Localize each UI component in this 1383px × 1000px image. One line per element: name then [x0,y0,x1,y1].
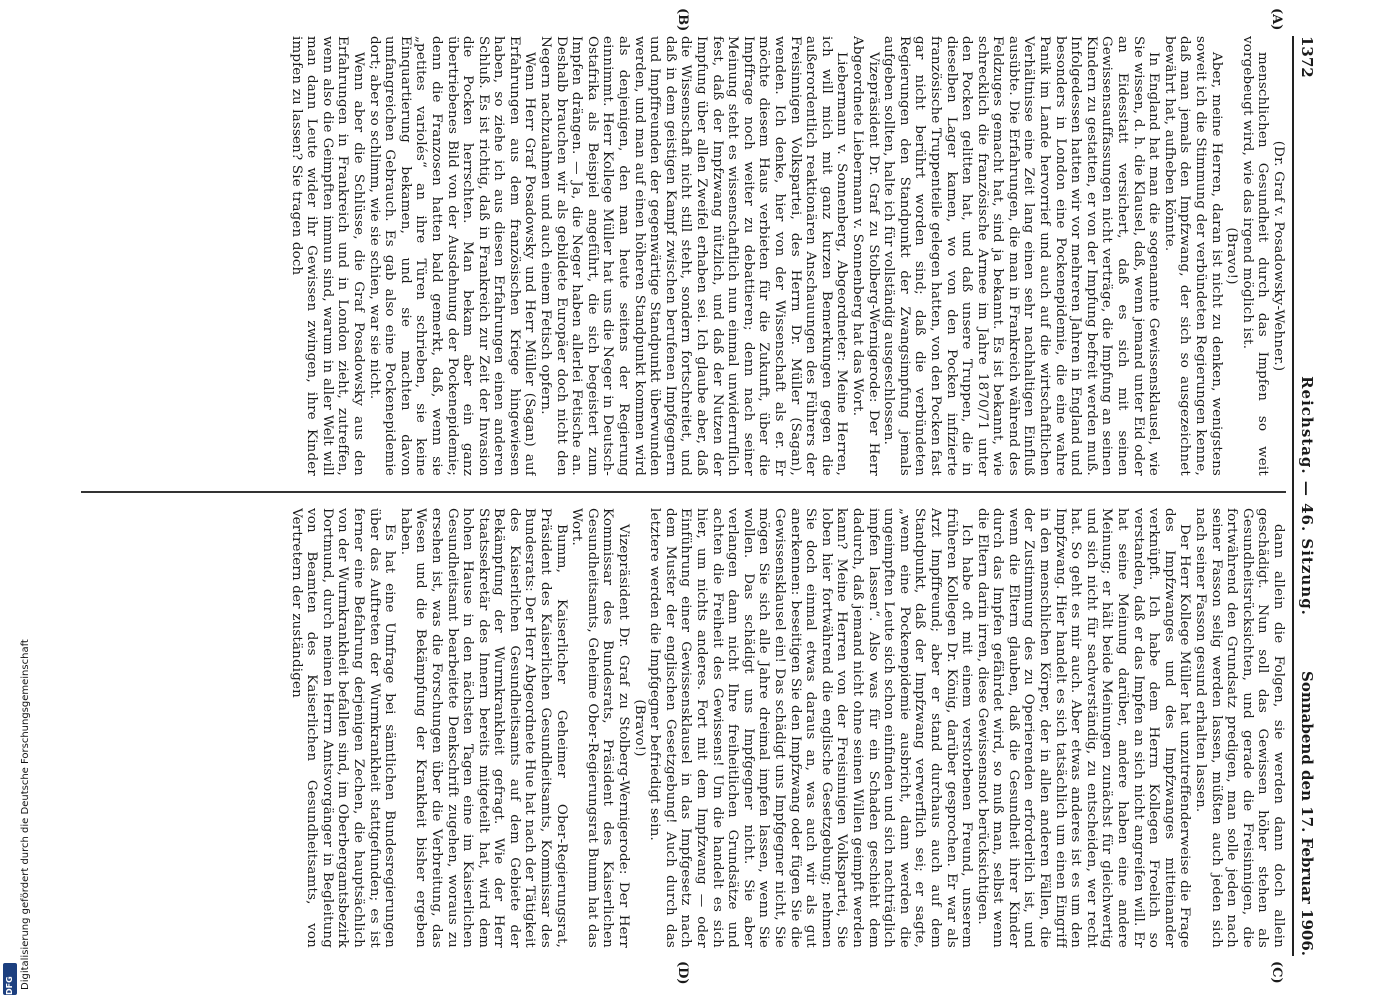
margin-marker-d: (D) [675,961,690,985]
speaker-reference: (Dr. Graf v. Posadowsky-Wehner.) [1271,140,1286,372]
page-rotated [75,8,1320,985]
paragraph: Vizepräsident Dr. Graf zu Stolberg-Wernigerode: Der Herr Abgeordnete Liebermann v. Sonnenberg hat das Wort. [849,36,881,476]
paragraph: menschlichen Gesundheit durch das Impfen so weit vorgebeugt wird, wie das irgend möglich ist. [1239,36,1271,476]
interjection: (Bravo!) [1224,227,1240,285]
paragraph: Bumm, Kaiserlicher Geheimer Ober-Regierungsrat, Präsident des Kaiserlichen Gesundheitsamts, Kommissar des Bundesrats: Der Herr Abgeordnete Hue hat nach der Tätigkeit des Kaiserlichen Gesundheitsamts auf dem Gebiete der Bekämpfung der Wurmkrankheit gefragt. Wie der Herr Staatssekretär des Innern bereits mitgeteilt hat, wird dem hohen Hause in den nächsten Tagen eine im Kaiserlichen Gesundheitsamt bearbeitete Denkschrift zugehen, woraus zu ersehen ist, was die Forschungen über die Verbreitung, das Wesen und die Bekämpfung der Krankheit bisher ergeben haben. [397,508,569,948]
paragraph: Ich habe oft mit einem verstorbenen Freund, unserem früheren Kollegen Dr. König, darüber gesprochen. Er war als Arzt Impffreund; aber er stand durchaus auch auf dem Standpunkt, daß der Impfzwang verwerflich sei; er sagte, „wenn eine Pockenepidemie ausbricht, dann werden die ungeimpften Leute sich schon einfinden und sich nachträglich impfen lassen“. Also was für ein Schaden geschieht dem dadurch, daß jemand nicht ohne seinen Willen geimpft werden kann? Meine Herren von der Freisinnigen Volkspartei, Sie loben hier fortwährend die englische Gesetzgebung; nehmen Sie doch einmal etwas daraus an, was auch wir als gut anerkennen: beseitigen Sie den Impfzwang oder fügen Sie die Gewissensklausel ein! Das schädigt uns Impfgegner nicht, Sie mögen Sie sich alle Jahre dreimal impfen lassen, wenn Sie wollen. Das schädigt uns Impfgegner nicht. Sie aber verlangen dann nicht Ihre freiheitlichen Grundsätze und achten die Freiheit des Gewissens! Um die handelt es sich hier, um nichts anderes. Fort mit dem Impfzwang — oder Einführung einer Gewissensklausel in das Impfgesetz nach dem Muster der englischen Gesetzgebung! Auch durch das letztere werden die Impfgegner befriedigt sein. [647,508,975,948]
paragraph: Vizepräsident Dr. Graf zu Stolberg-Wernigerode: Der Herr Kommissar des Bundesrats, Präsident des Kaiserlichen Gesundheitsamts, Geheime Ober-Regierungsrat Bumm hat das Wort. [569,508,632,948]
left-column [81,36,1286,476]
paragraph: dann allein die Folgen, sie werden dann doch allein geschädigt. Nun soll das Gewissen höher stehen als Gesundheitsrücksichten, und gerade die Freisinnigen, die fortwährend den Grundsatz predigen, man solle jeden nach seiner Fasson selig werden lassen, müßten auch jeden sich nach seiner Fasson gesund erhalten lassen. [1193,508,1286,948]
margin-marker-c: (C) [1269,961,1284,984]
paragraph: Wenn Herr Graf Posadowsky und Herr Müller (Sagan) auf Erfahrungen aus dem französischen Kriege hingewiesen haben, so ziehe ich aus diesen Erfahrungen einen anderen Schluß. Es ist richtig, daß in Frankreich zur Zeit der Invasion die Pocken herrschten. Man bekam aber ein ganz übertriebenes Bild von der Ausdehnung der Pockenepidemie; denn die Franzosen hatten bald gemerkt, daß, wenn sie „petites variolés“ an ihre Türen schrieben, sie keine Einquartierung bekamen, und sie machten davon umfangreichen Gebrauch. Es gab also eine Pockenepidemie dort; aber so schlimm, wie sie schien, war sie nicht. [366,36,538,476]
margin-marker-a: (A) [1269,8,1284,31]
header-date: Sonnabend den 17. Februar 1906. [1298,671,1316,956]
funding-note: Digitalisierung gefördert durch die Deutsche Forschungsgemeinschaft [20,639,31,990]
dfg-logo-text: DFG [5,976,14,995]
margin-marker-b: (B) [675,8,690,32]
paragraph: Aber, meine Herren, daran ist nicht zu denken, wenigstens soweit ich die Stimmung der verbündeten Regierungen kenne, daß man jemals den Impfzwang, der sich so ausgezeichnet bewährt hat, aufheben könnte. [1161,36,1224,476]
dfg-logo [3,963,17,995]
paragraph: In England hat man die sogenannte Gewissensklausel, wie Sie wissen, d. h. die Klausel, daß, wenn jemand unter Eid oder an Eidesstatt versichert, daß es sich mit seinen Gewissensauffassungen nicht verträge, die Impfung an seinen Kindern zu gestatten, er von der Impfung befreit werden muß. Infolgedessen hatten wir vor mehreren Jahren in England und besonders in London eine Pockenepidemie, die eine wahre Panik im Lande hervorrief und auch auf die wirtschaftlichen Verhältnisse eine Zeit lang einen sehr nachhaltigen Einfluß ausübte. Die Erfahrungen, die man in Frankreich während des Feldzuges gemacht hat, sind ja bekannt. Es ist bekannt, wie schrecklich die französische Armee im Jahre 1870/71 unter den Pocken gelitten hat, und daß unsere Truppen, die in dieselben Lager kamen, wo von den Pocken infizierte französische Truppenteile gelegen hatten, von den Pocken fast gar nicht berührt worden sind; daß die verbündeten Regierungen den Standpunkt der Zwangsimpfung jemals aufgeben sollten, halte ich für vollständig ausgeschlossen. [881,36,1162,476]
column-divider [81,491,1286,493]
paragraph: Der Herr Kollege Müller hat unzutreffenderweise die Frage des Impfzwanges und des Impfzwanges mitteinander verknüpft. Ich habe dem Herrn Kollegen Froelich so verstanden, daß er das Impfen an sich nicht angreifen will. Er hat seine Meinung darüber, andere haben eine andere Meinung; er hält beide Meinungen zunächst für gleichwertig und sich nicht für sachverständig, zu entscheiden, wer recht hat. So geht es mir auch. Aber etwas anderes ist es um den Impfzwang. Hier handelt es sich tatsächlich um einen Eingriff in den menschlichen Körper, der in allen anderen Fällen, die der Zustimmung des zu Operierenden erforderlich ist, und wenn die Eltern glauben, daß die Gesundheit ihrer Kinder durch das Impfen gefährdet wird, so muß man, selbst wenn die Eltern darin irren, diese Gewissensnot berücksichtigen. [974,508,1193,948]
right-column [81,508,1286,948]
header-rule [1292,36,1294,956]
page-number: 1372 [1298,36,1316,78]
funding-sidebar [20,600,34,990]
paragraph: Es hat eine Umfrage bei sämtlichen Bundesregierungen über das Auftreten der Wurmkrankheit stattgefunden; es ist ferner eine Befahrung derjenigen Zechen, die hauptsächlich von der Wurmkrankheit befallen sind, im Oberbergamtsbezirk Dortmund, durch meinen Herrn Amtsvorgänger in Begleitung von Beamten des Kaiserlichen Gesundheitsamts, von Vertretern der zuständigen [288,508,398,948]
header-title: Reichstag. — 46. Sitzung. [1298,376,1316,616]
page-header [1294,36,1320,956]
paragraph: Liebermann v. Sonnenberg, Abgeordneter: Meine Herren, ich will mich mit ganz kurzen Bemerkungen gegen die außerordentlich reaktionären Anschauungen des Führers der Freisinnigen Volkspartei, des Herrn Dr. Müller (Sagan), wenden. Ich denke, hier von der Wissenschaft als er. Er möchte diesem Haus verbieten für die Zukunft, über die Impffrage noch weiter zu debattieren; denn nach seiner Meinung steht es wissenschaftlich nun einmal unwiderruflich fest, daß der Impfzwang nützlich, und daß der Nutzen der Impfung über allen Zweifel erhaben sei. Ich glaube aber, daß die Wissenschaft nicht still steht, sondern fortschreitet, und daß in dem geistigen Kampf zwischen berufenen Impfgegnern und Impffreunden der gegenwärtige Standpunkt überwunden werden, und man auf einen höheren Standpunkt kommen wird als denjenigen, den man heute seitens der Regierung einnimmt. Herr Kollege Müller hat uns die Neger in Deutsch-Ostafrika als Beispiel angeführt, die sich begeistert zum Impfen drängen. — Ja, die Neger haben allerlei Fetische an. Deshalb brauchen wir als gebildete Europäer doch nicht den Negern nachzuahmen und auch einem Fetisch opfern. [538,36,850,476]
paragraph: Wenn aber die Schlüsse, die Graf Posadowsky aus den Erfahrungen in Frankreich und in London zieht, zutreffen, wenn also die Geimpften immun sind, warum in aller Welt will man dann Leute wider ihr Gewissen zwingen, ihre Kinder impfen zu lassen? Sie tragen doch [288,36,366,476]
interjection: (Bravo!) [631,699,647,757]
